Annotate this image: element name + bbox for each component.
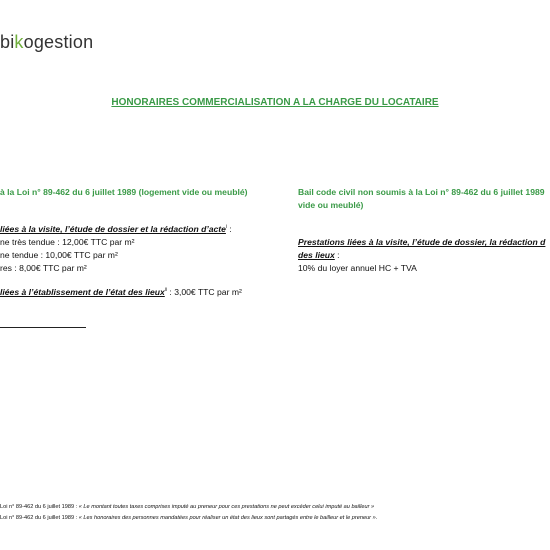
prestations-heading-line1: Prestations liées à la visite, l’étude de dossier, la rédaction d <box>298 237 546 247</box>
footnote <box>0 515 377 521</box>
visit-fees-heading-text: liées à la visite, l’étude de dossier et la rédaction d’acte <box>0 224 226 234</box>
rate-line: res : 8,00€ TTC par m² <box>0 263 87 273</box>
rate-line: ne tendue : 10,00€ TTC par m² <box>0 250 118 260</box>
rate-line: ne très tendue : 12,00€ TTC par m² <box>0 237 135 247</box>
visit-footnote-ref: i <box>225 224 228 231</box>
page-title: HONORAIRES COMMERCIALISATION A LA CHARGE DU LOCATAIRE <box>111 97 439 108</box>
footnote-prefix: Loi n° 89-462 du 6 juillet 1989 : <box>0 504 79 510</box>
inventory-fee-value: : 3,00€ TTC par m² <box>167 287 242 297</box>
visit-fees-colon: : <box>227 224 232 234</box>
prestations-colon: : <box>334 250 340 260</box>
inventory-footnote-ref: ii <box>164 287 168 294</box>
footnote-prefix: Loi n° 89-462 du 6 juillet 1989 : <box>0 515 79 521</box>
company-logo <box>0 32 93 53</box>
right-column-heading-line2: vide ou meublé) <box>298 200 364 210</box>
logo-suffix: ogestion <box>23 32 94 52</box>
footnote-quote: « Les honoraires des personnes mandatées pour réaliser un état des lieux sont partagés entre le bailleur et le preneur ». <box>78 515 378 521</box>
logo-accent: k <box>14 32 24 52</box>
inventory-fees-line <box>0 287 242 297</box>
footnote <box>0 504 374 510</box>
prestations-heading-line2-text: des lieux <box>298 250 335 260</box>
visit-fees-heading <box>0 224 232 234</box>
prestations-fee: 10% du loyer annuel HC + TVA <box>298 263 417 273</box>
prestations-heading-line2 <box>298 250 340 260</box>
logo-prefix: bi <box>0 32 15 52</box>
footnote-divider <box>0 327 86 328</box>
inventory-fees-heading: liées à l’établissement de l’état des lieux <box>0 287 165 297</box>
footnote-quote: « Le montant toutes taxes comprises imputé au preneur pour ces prestations ne peut excéder celui imputé au bailleur » <box>78 504 375 510</box>
left-column-heading: à la Loi n° 89-462 du 6 juillet 1989 (logement vide ou meublé) <box>0 187 248 197</box>
right-column-heading-line1: Bail code civil non soumis à la Loi n° 89-462 du 6 juillet 1989 <box>298 187 545 197</box>
